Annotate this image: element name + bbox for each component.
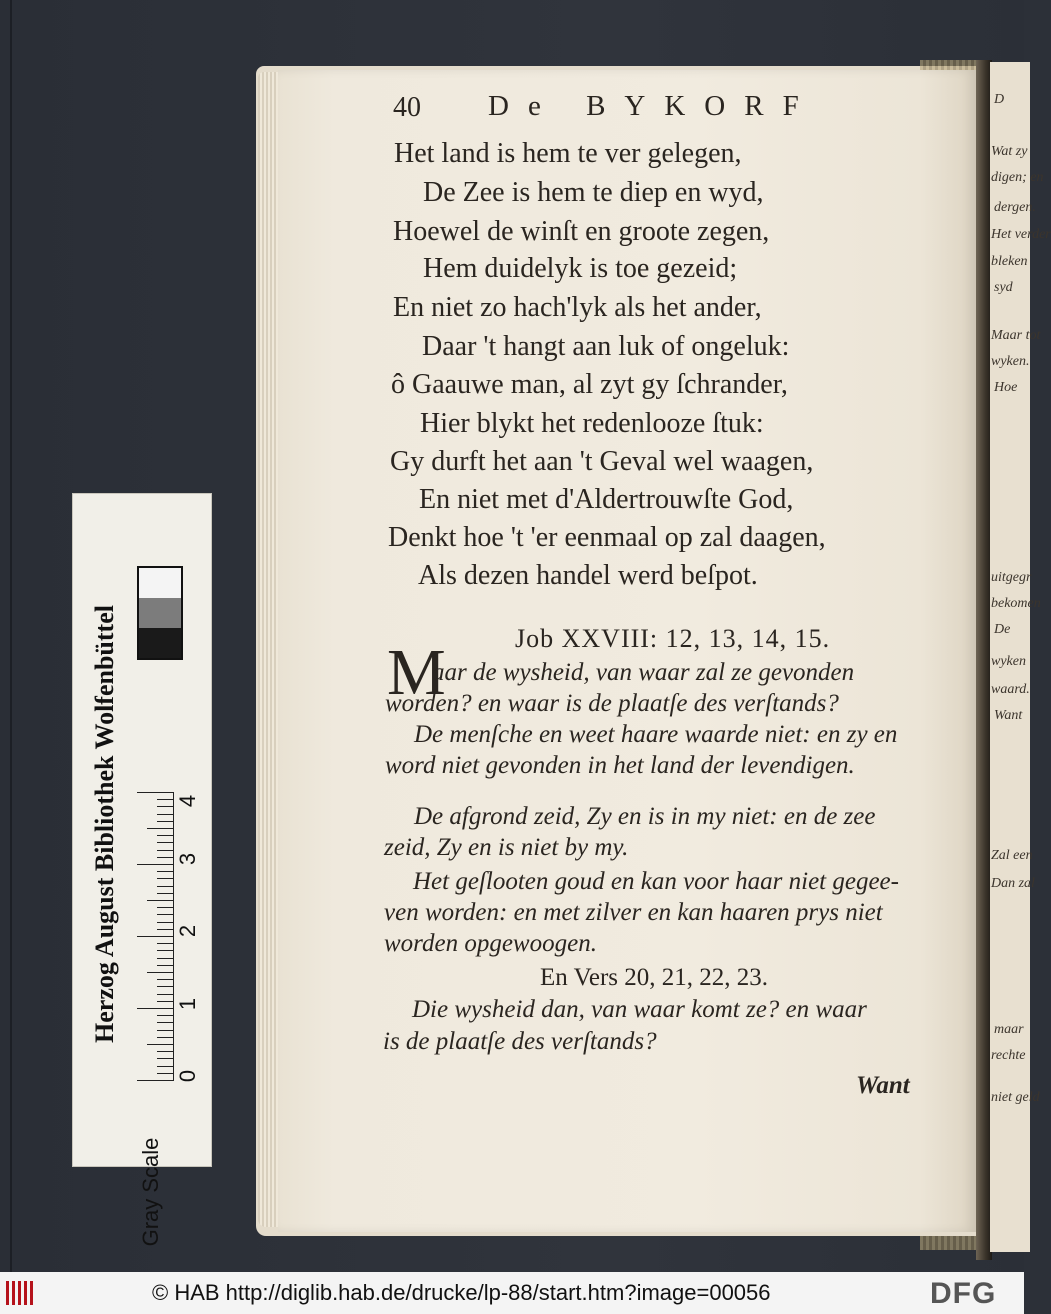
ruler-tick	[157, 893, 173, 894]
ruler-tick	[157, 878, 173, 879]
facing-page-text: waard.	[991, 682, 1030, 697]
ruler-tick	[137, 1080, 173, 1081]
poem-line: De Zee is hem te diep en wyd,	[423, 177, 764, 208]
swatch-black	[139, 628, 181, 658]
ruler-tick	[157, 814, 173, 815]
ruler-number-0: 0	[175, 1069, 200, 1083]
facing-page-text: Hoe	[994, 380, 1018, 395]
ruler-tick	[157, 1001, 173, 1002]
ruler-tick	[157, 965, 173, 966]
facing-page-text: Zal een	[991, 848, 1033, 863]
ruler-tick	[157, 835, 173, 836]
ruler-tick	[157, 842, 173, 843]
ruler-tick	[147, 828, 173, 829]
scripture-line: ven worden: en met zilver en kan haaren prys niet	[384, 899, 883, 926]
ruler-tick	[157, 1066, 173, 1067]
facing-page-text: maar	[994, 1022, 1024, 1037]
ruler-tick	[137, 864, 173, 865]
facing-page-text: digen; en	[991, 170, 1044, 185]
scripture-heading: Job XXVIII: 12, 13, 14, 15.	[515, 624, 831, 653]
ruler-tick	[157, 943, 173, 944]
page-number: 40	[393, 92, 421, 123]
ruler-tick	[157, 994, 173, 995]
dfg-logo: DFG	[930, 1277, 997, 1310]
ruler-tick	[157, 850, 173, 851]
verse-line: is de plaatſe des verſtands?	[383, 1028, 657, 1055]
ruler-number-4: 4	[175, 794, 200, 808]
facing-page-text: Maar tot	[991, 328, 1041, 343]
poem-line: ô Gaauwe man, al zyt gy ſchrander,	[391, 369, 788, 400]
gray-scale-label: Gray Scale	[138, 1137, 163, 1247]
gray-scale-ruler-card	[72, 493, 212, 1247]
viewer-footer	[0, 1272, 1024, 1314]
poem-line: En niet met d'Aldertrouwſte God,	[419, 484, 794, 515]
poem-line: Hem duidelyk is toe gezeid;	[423, 253, 738, 284]
ruler-tick	[157, 886, 173, 887]
hab-logo-icon	[6, 1281, 36, 1305]
ruler-tick	[157, 857, 173, 858]
verse-heading: En Vers 20, 21, 22, 23.	[540, 964, 769, 991]
ruler-tick	[157, 821, 173, 822]
binding-edge-bottom	[920, 1236, 980, 1250]
facing-page-text: De	[994, 622, 1011, 637]
facing-page-text: Dan zal	[991, 876, 1035, 891]
facing-page-text: D	[994, 92, 1005, 107]
ruler-tick	[157, 1058, 173, 1059]
scripture-line: word niet gevonden in het land der levendigen.	[385, 752, 855, 779]
ruler-tick	[137, 936, 173, 937]
centimeter-ruler	[125, 787, 175, 1087]
ruler-tick	[157, 1073, 173, 1074]
facing-page-text: Het verder	[991, 227, 1051, 242]
scripture-line: Het geſlooten goud en kan voor haar niet gegee-	[413, 868, 899, 895]
institution-label: Herzog August Bibliothek Wolfenbüttel	[90, 605, 119, 1043]
footer-copyright-link[interactable]: © HAB http://diglib.hab.de/drucke/lp-88/start.htm?image=00056	[152, 1280, 771, 1305]
ruler-number-1: 1	[175, 997, 200, 1011]
running-title: De BYKORF	[488, 90, 818, 122]
gray-scale-swatches	[137, 566, 183, 660]
ruler-number-2: 2	[175, 924, 200, 938]
ruler-tick	[157, 806, 173, 807]
facing-page-text: syd	[994, 280, 1013, 295]
poem-line: Als dezen handel werd beſpot.	[418, 560, 758, 591]
ruler-tick	[147, 972, 173, 973]
ruler-tick	[157, 950, 173, 951]
ruler-number-3: 3	[175, 852, 200, 866]
poem-line: En niet zo hach'lyk als het ander,	[393, 292, 762, 323]
scripture-line: aar de wysheid, van waar zal ze gevonden	[432, 659, 855, 686]
facing-page-text: Want	[994, 708, 1023, 723]
scripture-line: De menſche en weet haare waarde niet: en zy en	[414, 721, 898, 748]
ruler-tick	[157, 799, 173, 800]
ruler-tick	[157, 922, 173, 923]
poem-line: Het land is hem te ver gelegen,	[394, 138, 742, 169]
ruler-tick	[157, 986, 173, 987]
ruler-tick	[157, 871, 173, 872]
ruler-tick	[157, 979, 173, 980]
catchword: Want	[856, 1072, 910, 1099]
verse-line: Die wysheid dan, van waar komt ze? en waar	[412, 996, 867, 1023]
facing-page-text: dergen.	[994, 200, 1036, 215]
ruler-tick	[157, 958, 173, 959]
scripture-line: zeid, Zy en is niet by my.	[384, 834, 629, 861]
ruler-tick	[157, 1015, 173, 1016]
ruler-tick	[157, 1022, 173, 1023]
poem-line: Hoewel de winſt en groote zegen,	[393, 216, 770, 247]
ruler-tick	[157, 1037, 173, 1038]
ruler-tick	[157, 1030, 173, 1031]
poem-line: Daar 't hangt aan luk of ongeluk:	[422, 331, 790, 362]
ruler-tick	[157, 1051, 173, 1052]
ruler-tick	[137, 1008, 173, 1009]
facing-page-text: niet geld	[991, 1090, 1040, 1105]
ruler-tick	[157, 907, 173, 908]
ruler-tick	[147, 1044, 173, 1045]
swatch-white	[139, 568, 181, 598]
ruler-tick	[147, 900, 173, 901]
facing-page-text: wyken	[991, 654, 1026, 669]
facing-page-text: wyken.	[991, 354, 1030, 369]
scripture-line: worden opgewoogen.	[384, 930, 597, 957]
poem-line: Denkt hoe 't 'er eenmaal op zal daagen,	[388, 522, 826, 553]
facing-page-text: Wat zy	[991, 144, 1028, 159]
swatch-gray	[139, 598, 181, 628]
facing-page-text: bekomen	[991, 596, 1041, 611]
scripture-line: De afgrond zeid, Zy en is in my niet: en de zee	[414, 803, 876, 830]
page-edges	[258, 72, 278, 1227]
poem-line: Gy durft het aan 't Geval wel waagen,	[390, 446, 814, 477]
drop-cap: M	[387, 636, 446, 709]
scripture-line: worden? en waar is de plaatſe des verſtands?	[385, 690, 839, 717]
facing-page-text: uitgegr	[991, 570, 1032, 585]
poem-line: Hier blykt het redenlooze ſtuk:	[420, 408, 764, 439]
facing-page-text: bleken	[991, 254, 1028, 269]
ruler-tick	[157, 914, 173, 915]
facing-page-fragment	[990, 62, 1051, 1252]
ruler-tick	[137, 792, 173, 793]
facing-page-text: rechte	[991, 1048, 1026, 1063]
ruler-tick	[157, 929, 173, 930]
